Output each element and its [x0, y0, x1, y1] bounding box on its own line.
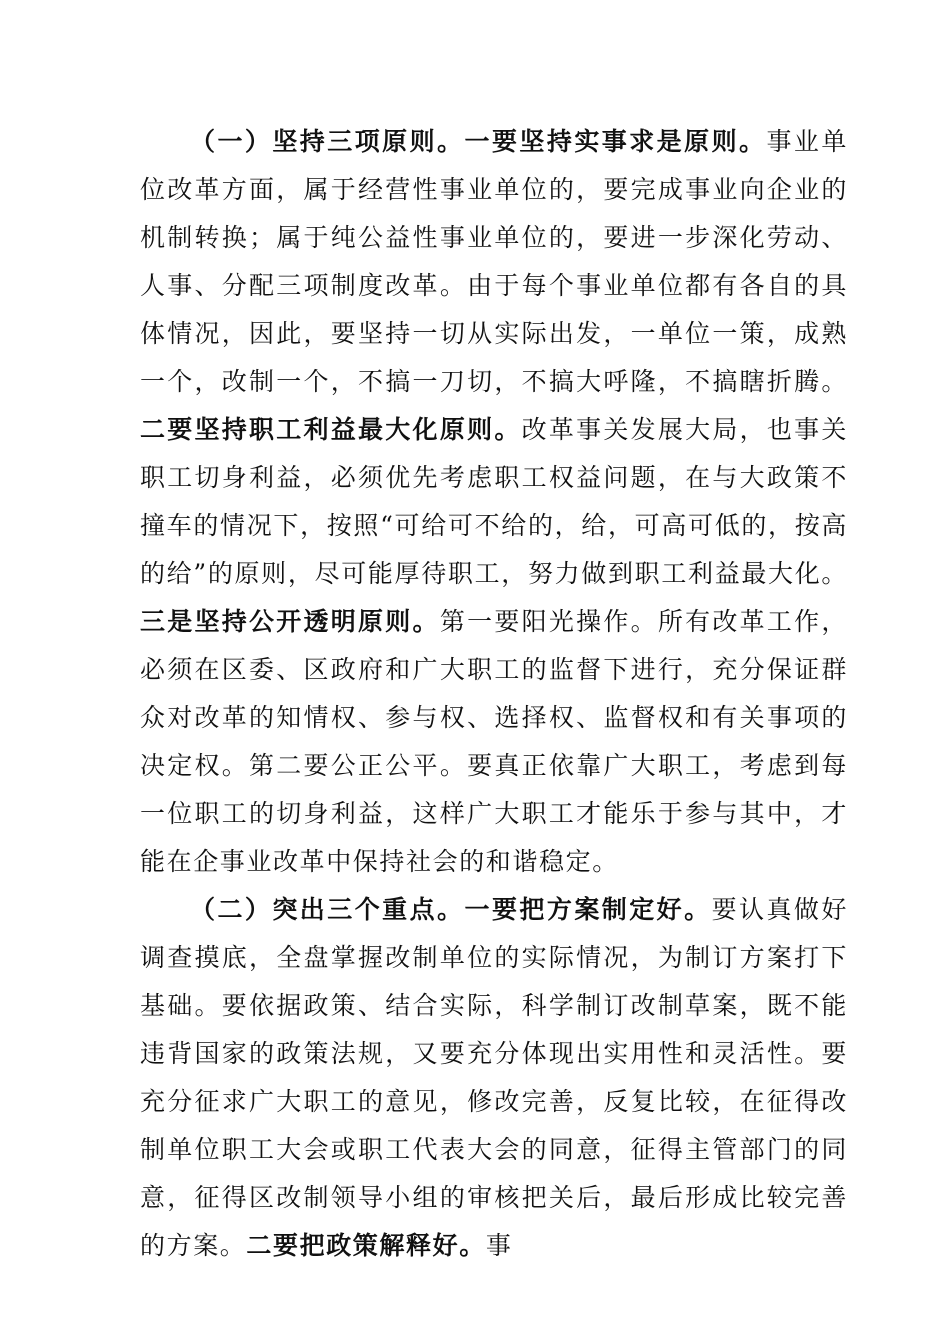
paragraph-three-focuses	[140, 886, 848, 1270]
body-text: 第一要阳光操作。所有改革工作，必须在区委、区政府和广大职工的监督下进行，充分保证群众对改革的知情权、参与权、选择权、监督权和有关事项的决定权。第二要公正公平。要真正依靠广大职工，考虑到每一位职工的切身利益，这样广大职工才能乐于参与其中，才能在企事业改革中保持社会的和谐稳定。	[140, 607, 848, 876]
body-text: 要认真做好调查摸底，全盘掌握改制单位的实际情况，为制订方案打下基础。要依据政策、结合实际，科学制订改制草案，既不能违背国家的政策法规，又要充分体现出实用性和灵活性。要充分征求广大职工的意见，修改完善，反复比较，在征得改制单位职工大会或职工代表大会的同意，征得主管部门的同意，征得区改制领导小组的审核把关后，最后形成比较完善的方案。	[140, 895, 848, 1260]
paragraph-three-principles	[140, 118, 848, 886]
section-heading-two: （二）突出三个重点。	[190, 895, 465, 924]
principle-heading-2: 二要坚持职工利益最大化原则。	[140, 415, 522, 444]
body-text: 改革事关发展大局，也事关职工切身利益，必须优先考虑职工权益问题，在与大政策不撞车的情况下，按照“可给可不给的，给，可高可低的，按高的给”的原则，尽可能厚待职工，努力做到职工利益最大化。	[140, 415, 849, 588]
section-heading-one: （一）坚持三项原则。	[190, 127, 465, 156]
focus-heading-1: 一要把方案制定好。	[464, 895, 712, 924]
focus-heading-2: 二要把政策解释好。	[246, 1231, 486, 1260]
body-text: 事业单位改革方面，属于经营性事业单位的，要完成事业向企业的机制转换；属于纯公益性事业单位的，要进一步深化劳动、人事、分配三项制度改革。由于每个事业单位都有各自的具体情况，因此，要坚持一切从实际出发，一单位一策，成熟一个，改制一个，不搞一刀切，不搞大呼隆，不搞瞎折腾。	[140, 127, 848, 396]
principle-heading-1: 一要坚持实事求是原则。	[464, 127, 767, 156]
principle-heading-3: 三是坚持公开透明原则。	[140, 607, 440, 636]
document-page	[140, 118, 848, 1270]
body-text: 事	[485, 1231, 513, 1260]
